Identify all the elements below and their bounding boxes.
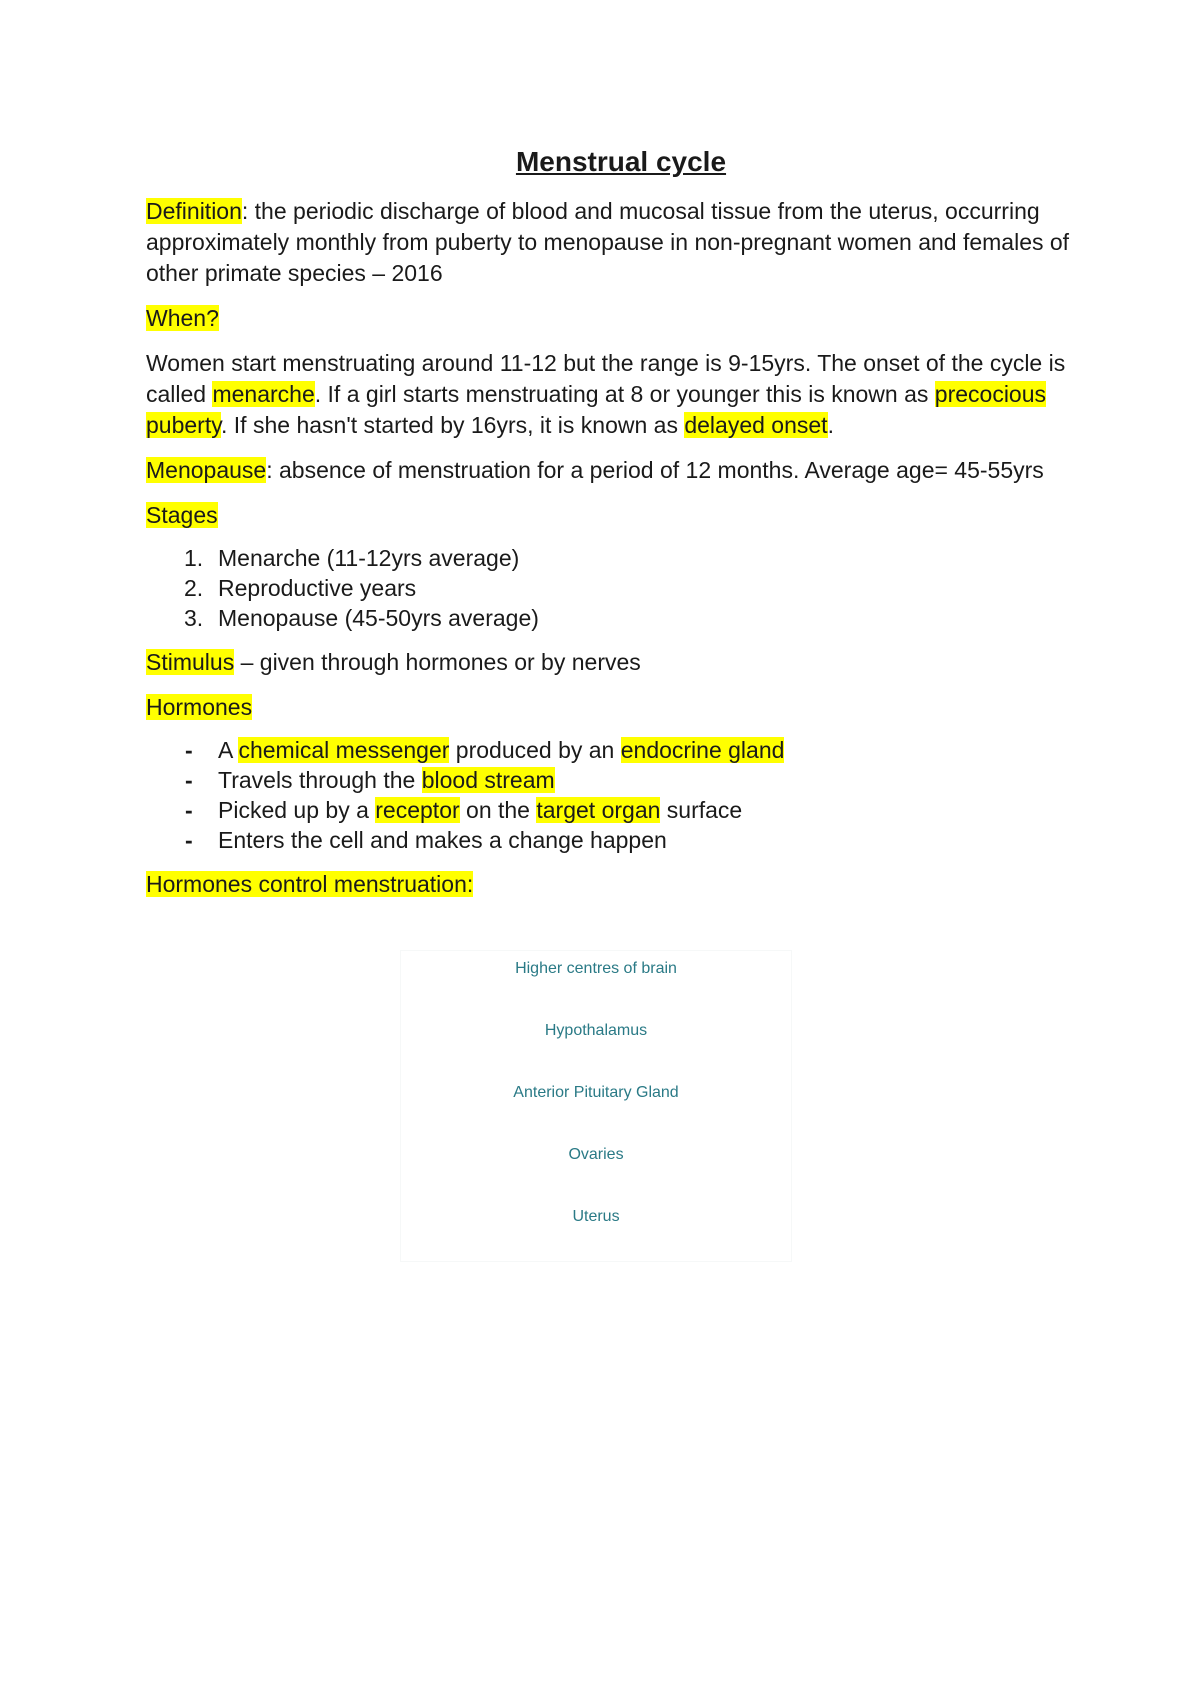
when-text-3: . If she hasn't started by 16yrs, it is known as [221,412,685,438]
list-item [146,735,1076,765]
highlight-endocrine-gland: endocrine gland [620,737,785,763]
when-highlight-delayed: delayed onset [684,412,828,438]
when-heading-text: When? [146,305,219,331]
list-item-text: Menarche (11-12yrs average) [218,545,520,571]
document-page [146,140,1076,900]
bullet-dash: - [185,797,193,823]
stimulus-text: – given through hormones or by nerves [234,649,641,675]
list-item-text: Picked up by a [218,797,376,823]
highlight-chemical-messenger: chemical messenger [238,737,450,763]
stages-list [146,543,1076,633]
list-item-text: A [218,737,239,763]
list-item-text: surface [660,797,743,823]
list-item [146,543,1076,573]
list-item [146,795,1076,825]
stimulus-paragraph [146,647,1076,678]
hormone-control-diagram [400,950,792,1262]
definition-label: Definition [146,198,242,224]
stages-heading-text: Stages [146,502,218,528]
when-highlight-precocious: precocious puberty [146,381,1047,438]
highlight-target-organ: target organ [536,797,661,823]
when-text-1: Women start menstruating around 11-12 but the range is 9-15yrs. The onset of the cycle is called [146,350,1066,407]
bullet-dash: - [185,767,193,793]
when-text-4: . [827,412,834,438]
when-paragraph [146,348,1076,441]
list-item-text: on the [459,797,537,823]
definition-paragraph [146,196,1076,289]
bullet-dash: - [185,827,193,853]
when-heading [146,303,1076,334]
hormones-heading-text: Hormones [146,694,253,720]
page-title: Menstrual cycle [515,146,727,177]
list-item-text: Menopause (45-50yrs average) [218,605,539,631]
control-heading-text: Hormones control menstruation: [146,871,474,897]
list-number: 3. [184,605,204,631]
list-item [146,765,1076,795]
hormones-list [146,735,1076,855]
menopause-label: Menopause [146,457,267,483]
stimulus-label: Stimulus [146,649,235,675]
list-item [146,825,1076,855]
when-highlight-menarche: menarche [212,381,315,407]
menopause-paragraph [146,455,1076,486]
diagram-node-uterus: Uterus [572,1208,620,1225]
hormones-heading [146,692,1076,723]
highlight-blood-stream: blood stream [421,767,555,793]
list-item [146,573,1076,603]
list-item [146,603,1076,633]
when-text-2: . If a girl starts menstruating at 8 or younger this is known as [314,381,935,407]
stages-heading [146,500,1076,531]
definition-text: : the periodic discharge of blood and mucosal tissue from the uterus, occurring approximately monthly from puberty to menopause in non-pregnant women and females of other primate species – 2016 [146,198,1070,286]
list-item-text: Reproductive years [218,575,417,601]
menopause-text: : absence of menstruation for a period of 12 months. Average age= 45-55yrs [266,457,1044,483]
list-number: 2. [184,575,204,601]
diagram-node-brain: Higher centres of brain [515,960,677,977]
diagram-node-pituitary: Anterior Pituitary Gland [513,1084,679,1101]
list-item-text: Travels through the [218,767,422,793]
list-item-text: produced by an [449,737,621,763]
diagram-node-ovaries: Ovaries [568,1146,624,1163]
highlight-receptor: receptor [375,797,460,823]
diagram-node-hypothalamus: Hypothalamus [544,1022,648,1039]
list-number: 1. [184,545,204,571]
list-item-text: Enters the cell and makes a change happen [218,827,667,853]
control-heading [146,869,1076,900]
bullet-dash: - [185,737,193,763]
